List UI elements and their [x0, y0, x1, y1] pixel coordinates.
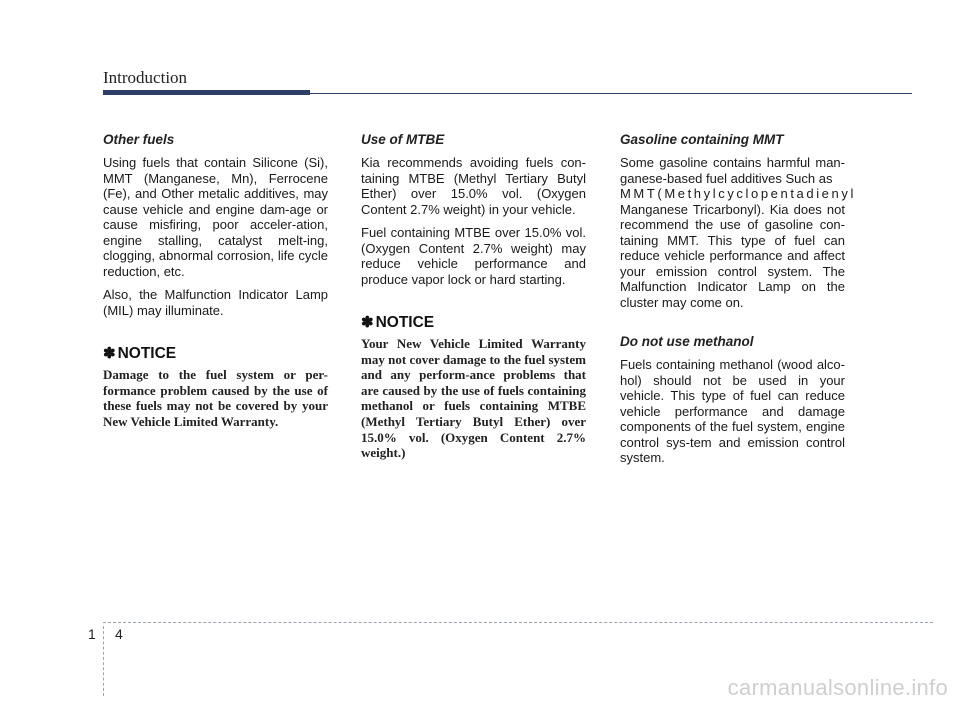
header-accent-bar — [103, 90, 310, 95]
heading-gasoline-mmt: Gasoline containing MMT — [620, 132, 784, 147]
paragraph-mtbe-1: Kia recommends avoiding fuels con-taining MTBE (Methyl Tertiary Butyl Ether) over 15.0% vol. (Oxygen Content 2.7% weight) in your vehicle. — [361, 155, 586, 217]
heading-use-of-mtbe: Use of MTBE — [361, 132, 445, 147]
header-rule — [310, 93, 912, 94]
notice-body: Damage to the fuel system or per-formance problem caused by the use of these fuels may not be covered by your New Vehicle Limited Warranty. — [103, 367, 328, 429]
footer-rule — [103, 622, 933, 623]
column-other-fuels — [103, 132, 328, 429]
notice-label: NOTICE — [117, 345, 177, 362]
notice-label: NOTICE — [375, 314, 435, 331]
paragraph-mmt-1c: Manganese Tricarbonyl). Kia does not recommend the use of gasoline con-taining MMT. This type of fuel can reduce vehicle performance and affect your emission control system. The Malfunction Indicator Lamp on the cluster may come on. — [620, 201, 845, 310]
heading-other-fuels: Other fuels — [103, 132, 175, 147]
column-mtbe — [361, 132, 586, 461]
paragraph-mtbe-2: Fuel containing MTBE over 15.0% vol. (Oxygen Content 2.7% weight) may reduce vehicle performance and produce vapor lock or hard starting. — [361, 225, 586, 287]
paragraph-other-fuels-2: Also, the Malfunction Indicator Lamp (MIL) may illuminate. — [103, 287, 328, 318]
watermark: carmanualsonline.info — [727, 675, 948, 700]
heading-methanol: Do not use methanol — [620, 334, 754, 349]
paragraph-methanol: Fuels containing methanol (wood alco-hol) should not be used in your vehicle. This type of fuel can reduce vehicle performance and damage components of the fuel system, engine control sys-tem and emission control system. — [620, 357, 845, 465]
notice-body: Your New Vehicle Limited Warranty may not cover damage to the fuel system and any perform-ance problems that are caused by the use of fuels containing methanol or fuels containing MTBE (Methyl Tertiary Butyl Ether) over 15.0% vol. (Oxygen Content 2.7% weight.) — [361, 336, 586, 461]
notice-heading — [361, 314, 586, 332]
asterisk-star-icon: ✽ — [103, 345, 116, 362]
paragraph-mmt-1a: Some gasoline contains harmful man-ganese-based fuel additives Such as — [620, 155, 845, 186]
page-number: 4 — [115, 626, 123, 642]
notice-heading — [103, 345, 328, 363]
column-mmt-methanol — [620, 132, 856, 474]
asterisk-star-icon: ✽ — [361, 314, 374, 331]
section-title: Introduction — [103, 68, 188, 87]
chapter-number: 1 — [88, 626, 96, 642]
footer-divider — [103, 626, 104, 696]
paragraph-mmt-1b: MMT(Methylcyclopentadienyl — [620, 186, 856, 201]
paragraph-other-fuels-1: Using fuels that contain Silicone (Si), MMT (Manganese, Mn), Ferrocene (Fe), and Other metalic additives, may cause vehicle and engine dam-age or cause misfiring, poor acceler-ation, engine stalling, catalyst melt-ing, clogging, abnormal corrosion, life cycle reduction, etc. — [103, 155, 328, 279]
